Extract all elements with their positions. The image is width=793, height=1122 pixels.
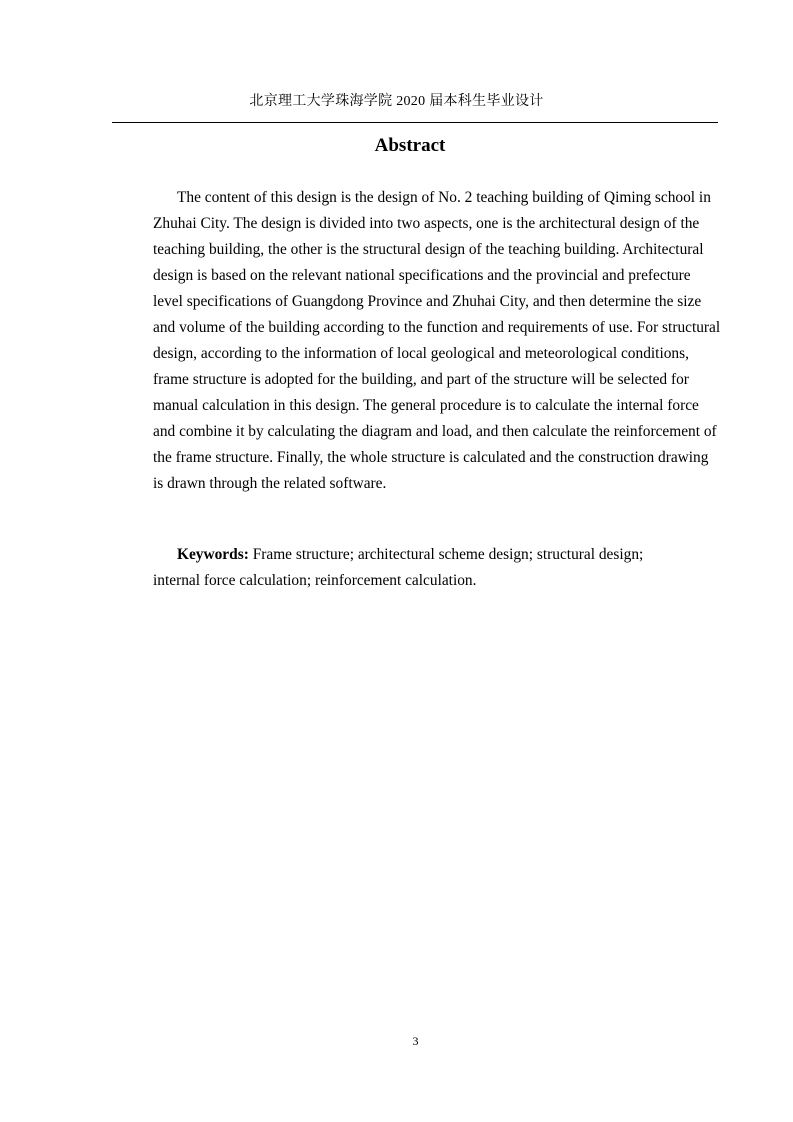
abstract-title: Abstract (374, 135, 446, 156)
running-header: 北京理工大学珠海学院 2020 届本科生毕业设计 (249, 94, 544, 109)
keywords-label: Keywords: (177, 546, 249, 563)
header-divider (112, 122, 718, 123)
keywords-text: Frame structure; architectural scheme design; structural design; internal force calculation; reinforcement calculation. (153, 546, 644, 589)
page-number: 3 (412, 1034, 419, 1048)
keywords-paragraph (153, 542, 693, 594)
abstract-paragraph: The content of this design is the design of No. 2 teaching building of Qiming school in Zhuhai City. The design is divided into two aspects, one is the architectural design of the teaching building, the other is the structural design of the teaching building. Architectural design is based on the relevant national specifications and the provincial and prefecture level specifications of Guangdong Province and Zhuhai City, and then determine the size and volume of the building according to the function and requirements of use. For structural design, according to the information of local geological and meteorological conditions, frame structure is adopted for the building, and part of the structure will be selected for manual calculation in this design. The general procedure is to calculate the internal force and combine it by calculating the diagram and load, and then calculate the reinforcement of the frame structure. Finally, the whole structure is calculated and the construction drawing is drawn through the related software. (153, 189, 721, 492)
